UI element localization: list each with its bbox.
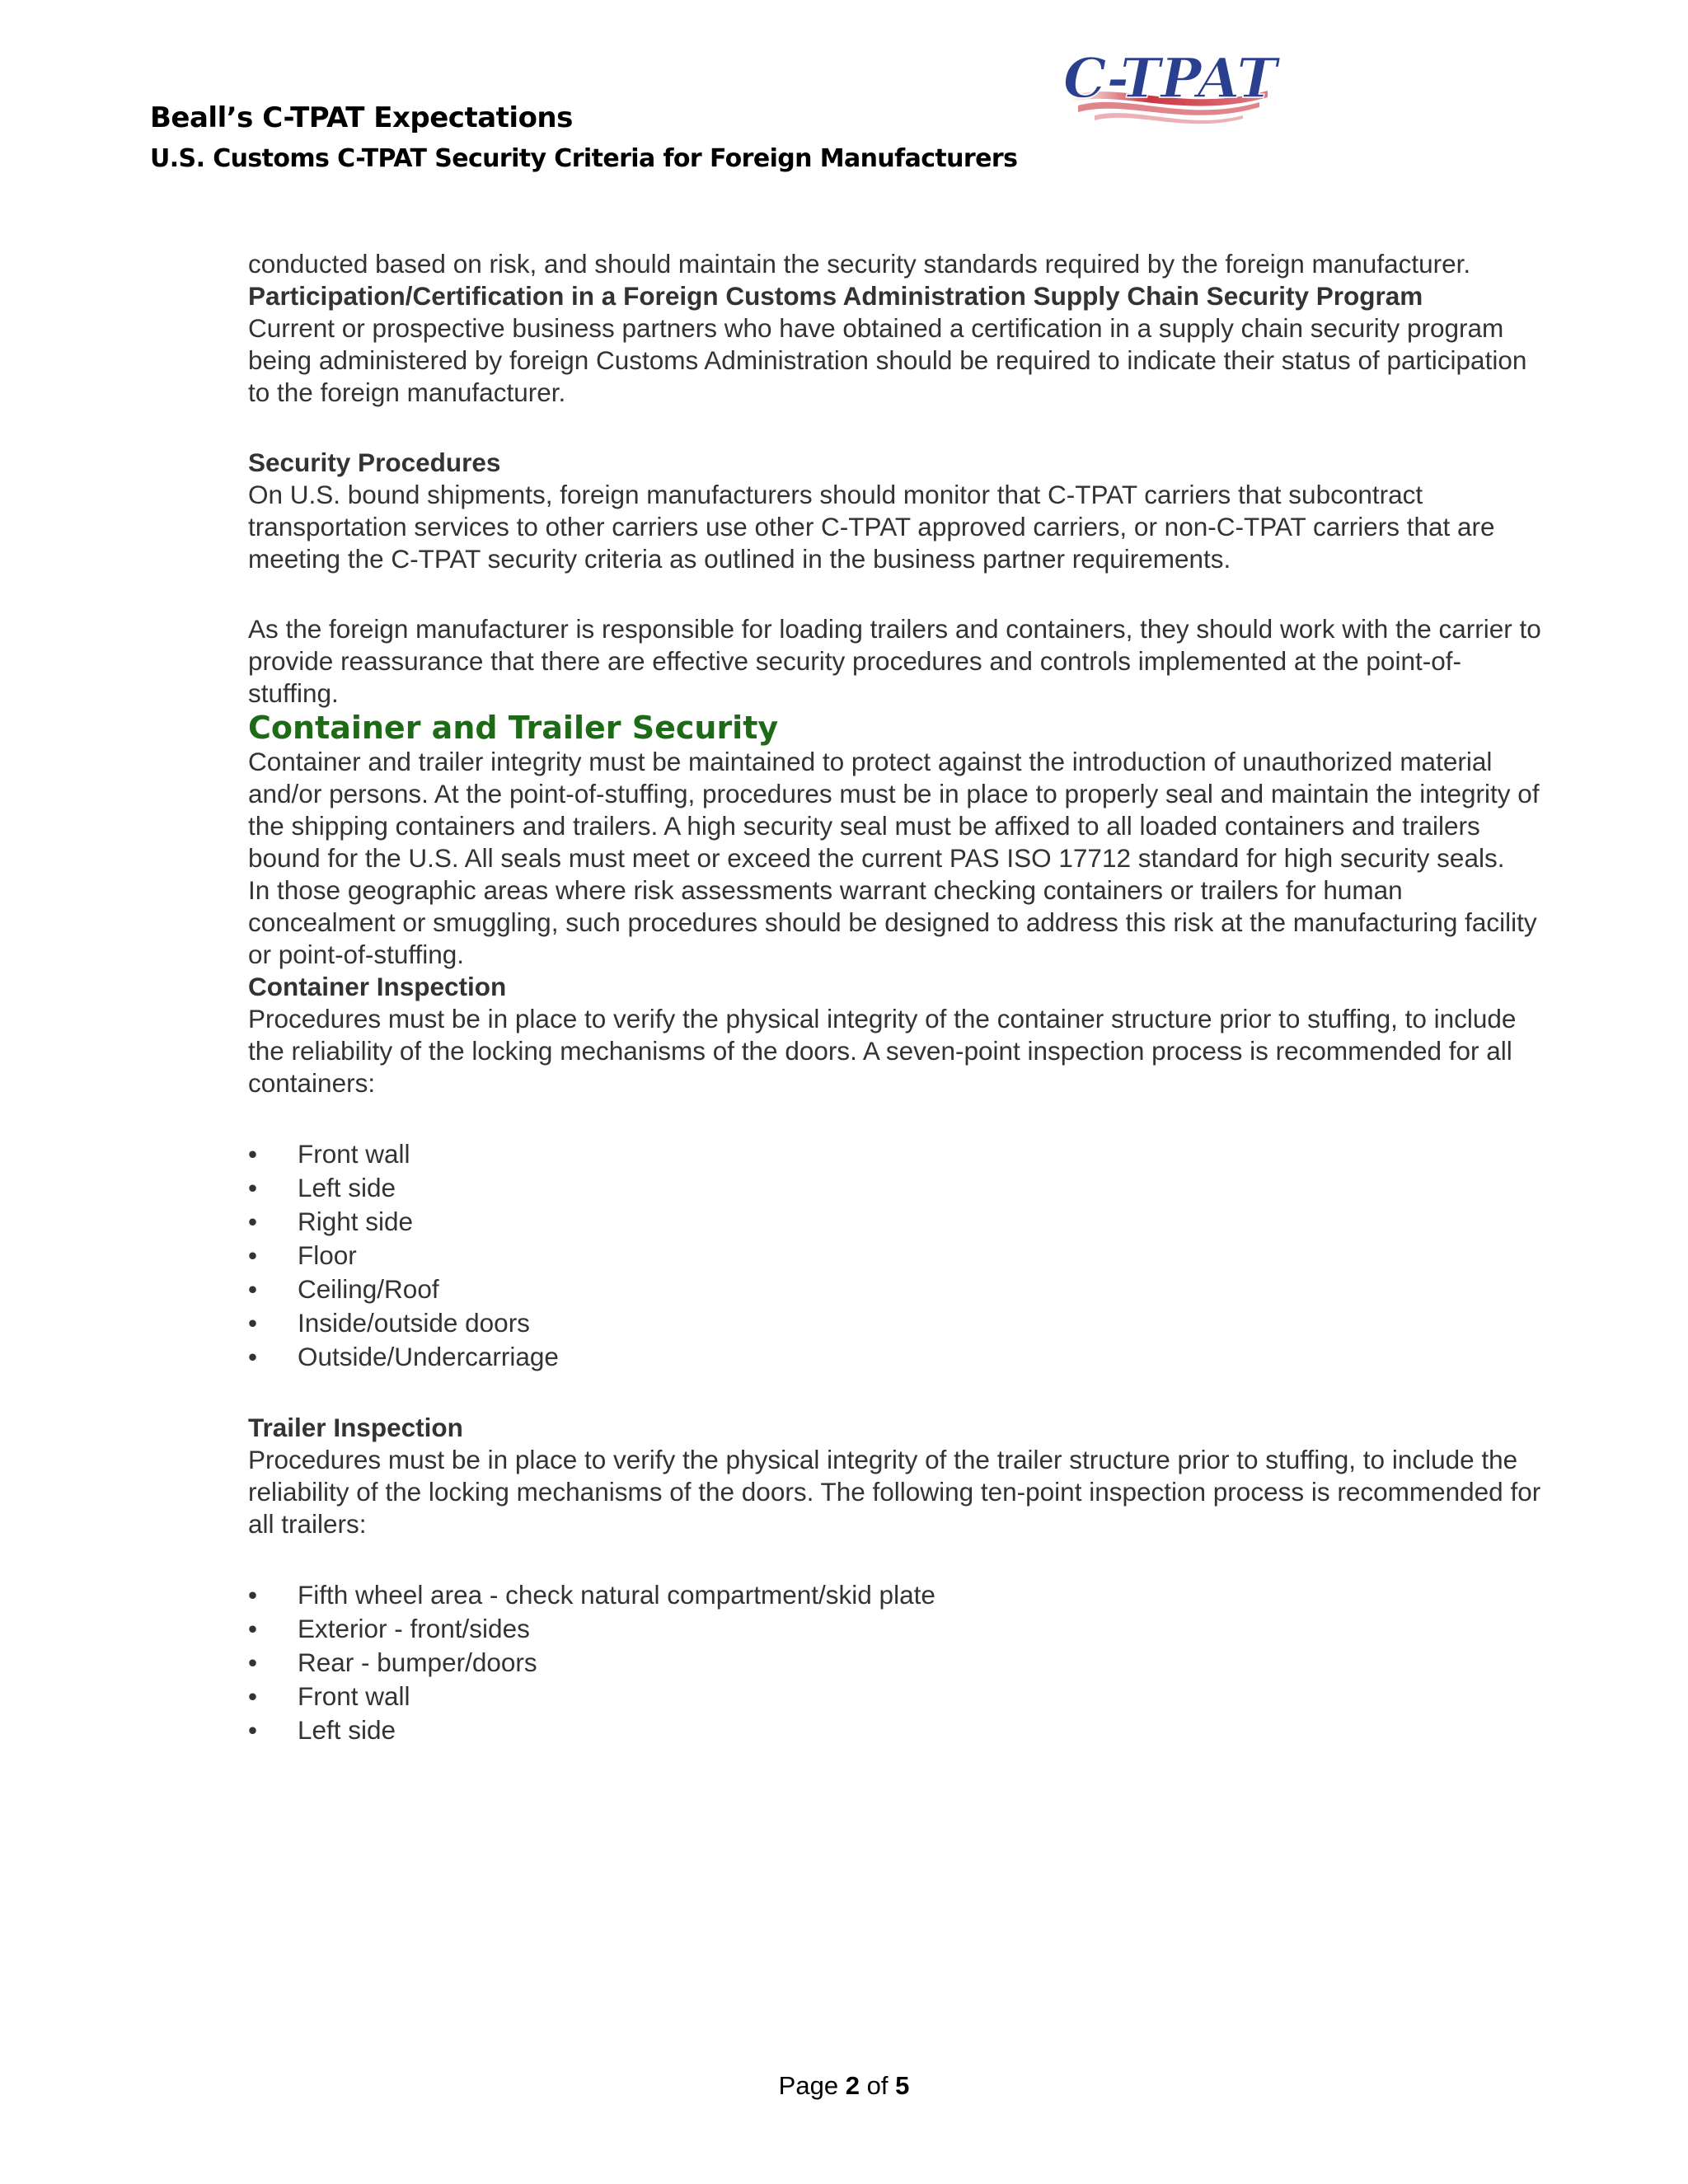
header-title: Beall’s C-TPAT Expectations	[150, 101, 573, 134]
list-item: • Exterior - front/sides	[248, 1612, 1542, 1646]
container-inspection-heading: Container Inspection	[248, 972, 507, 1001]
container-inspection-section	[248, 971, 1542, 1099]
list-item: • Rear - bumper/doors	[248, 1646, 1542, 1680]
list-item: • Floor	[248, 1239, 1542, 1272]
list-item: • Ceiling/Roof	[248, 1272, 1542, 1306]
list-item: • Front wall	[248, 1137, 1542, 1171]
security-procedures-section	[248, 447, 1542, 575]
trailer-inspection-text: Procedures must be in place to verify the physical integrity of the trailer structure prior to stuffing, to include the reliability of the locking mechanisms of the doors. The following ten-point inspection process is recommended for all trailers:	[248, 1445, 1541, 1539]
participation-heading: Participation/Certification in a Foreign Customs Administration Supply Chain Security Program	[248, 281, 1423, 311]
ctpat-logo	[1045, 48, 1284, 130]
list-item: • Outside/Undercarriage	[248, 1340, 1542, 1374]
list-item: • Left side	[248, 1713, 1542, 1747]
logo-text: C-TPAT	[1063, 48, 1278, 110]
trailer-inspection-heading: Trailer Inspection	[248, 1413, 463, 1442]
document-header	[150, 101, 1017, 176]
container-inspection-text: Procedures must be in place to verify the physical integrity of the container structure prior to stuffing, to include the reliability of the locking mechanisms of the doors. A seven-point inspection process is recommended for all containers:	[248, 1004, 1517, 1098]
intro-paragraph: conducted based on risk, and should maintain the security standards required by the foreign manufacturer.	[248, 249, 1471, 279]
page-label: Page	[778, 2071, 839, 2100]
of-label: of	[866, 2071, 889, 2100]
participation-section	[248, 280, 1542, 409]
page-footer	[0, 2071, 1688, 2101]
header-subtitle: U.S. Customs C-TPAT Security Criteria for Foreign Manufacturers	[150, 144, 1018, 173]
section-title: Container and Trailer Security	[248, 710, 779, 746]
loading-paragraph: As the foreign manufacturer is responsible for loading trailers and containers, they should work with the carrier to provide reassurance that there are effective security procedures and controls implemented at the point-of-stuffing.	[248, 614, 1541, 708]
security-procedures-heading: Security Procedures	[248, 448, 501, 477]
container-trailer-text: Container and trailer integrity must be maintained to protect against the introduction of unauthorized material and/or persons. At the point-of-stuffing, procedures must be in place to properly seal and maintain the integrity of the shipping containers and trailers. A high security seal must be affixed to all loaded containers and trailers bound for the U.S. All seals must meet or exceed the current PAS ISO 17712 standard for high security seals.	[248, 747, 1540, 873]
container-inspection-list	[248, 1137, 1542, 1374]
total-pages: 5	[895, 2071, 910, 2100]
page-content	[248, 248, 1542, 1785]
trailer-inspection-section	[248, 1412, 1542, 1540]
security-procedures-text: On U.S. bound shipments, foreign manufacturers should monitor that C-TPAT carriers that subcontract transportation services to other carriers use other C-TPAT approved carriers, or non-C-TPAT carriers that are meeting the C-TPAT security criteria as outlined in the business partner requirements.	[248, 480, 1495, 574]
list-item: • Fifth wheel area - check natural compartment/skid plate	[248, 1578, 1542, 1612]
trailer-inspection-list	[248, 1578, 1542, 1747]
participation-text: Current or prospective business partners who have obtained a certification in a supply chain security program being administered by foreign Customs Administration should be required to indicate their status of participation to the foreign manufacturer.	[248, 313, 1527, 407]
list-item: • Front wall	[248, 1680, 1542, 1713]
list-item: • Inside/outside doors	[248, 1306, 1542, 1340]
page-number: 2	[845, 2071, 860, 2100]
list-item: • Right side	[248, 1205, 1542, 1239]
list-item: • Left side	[248, 1171, 1542, 1205]
geographic-areas-paragraph: In those geographic areas where risk assessments warrant checking containers or trailers for human concealment or smuggling, such procedures should be designed to address this risk at the manufacturing facility or point-of-stuffing.	[248, 875, 1537, 969]
